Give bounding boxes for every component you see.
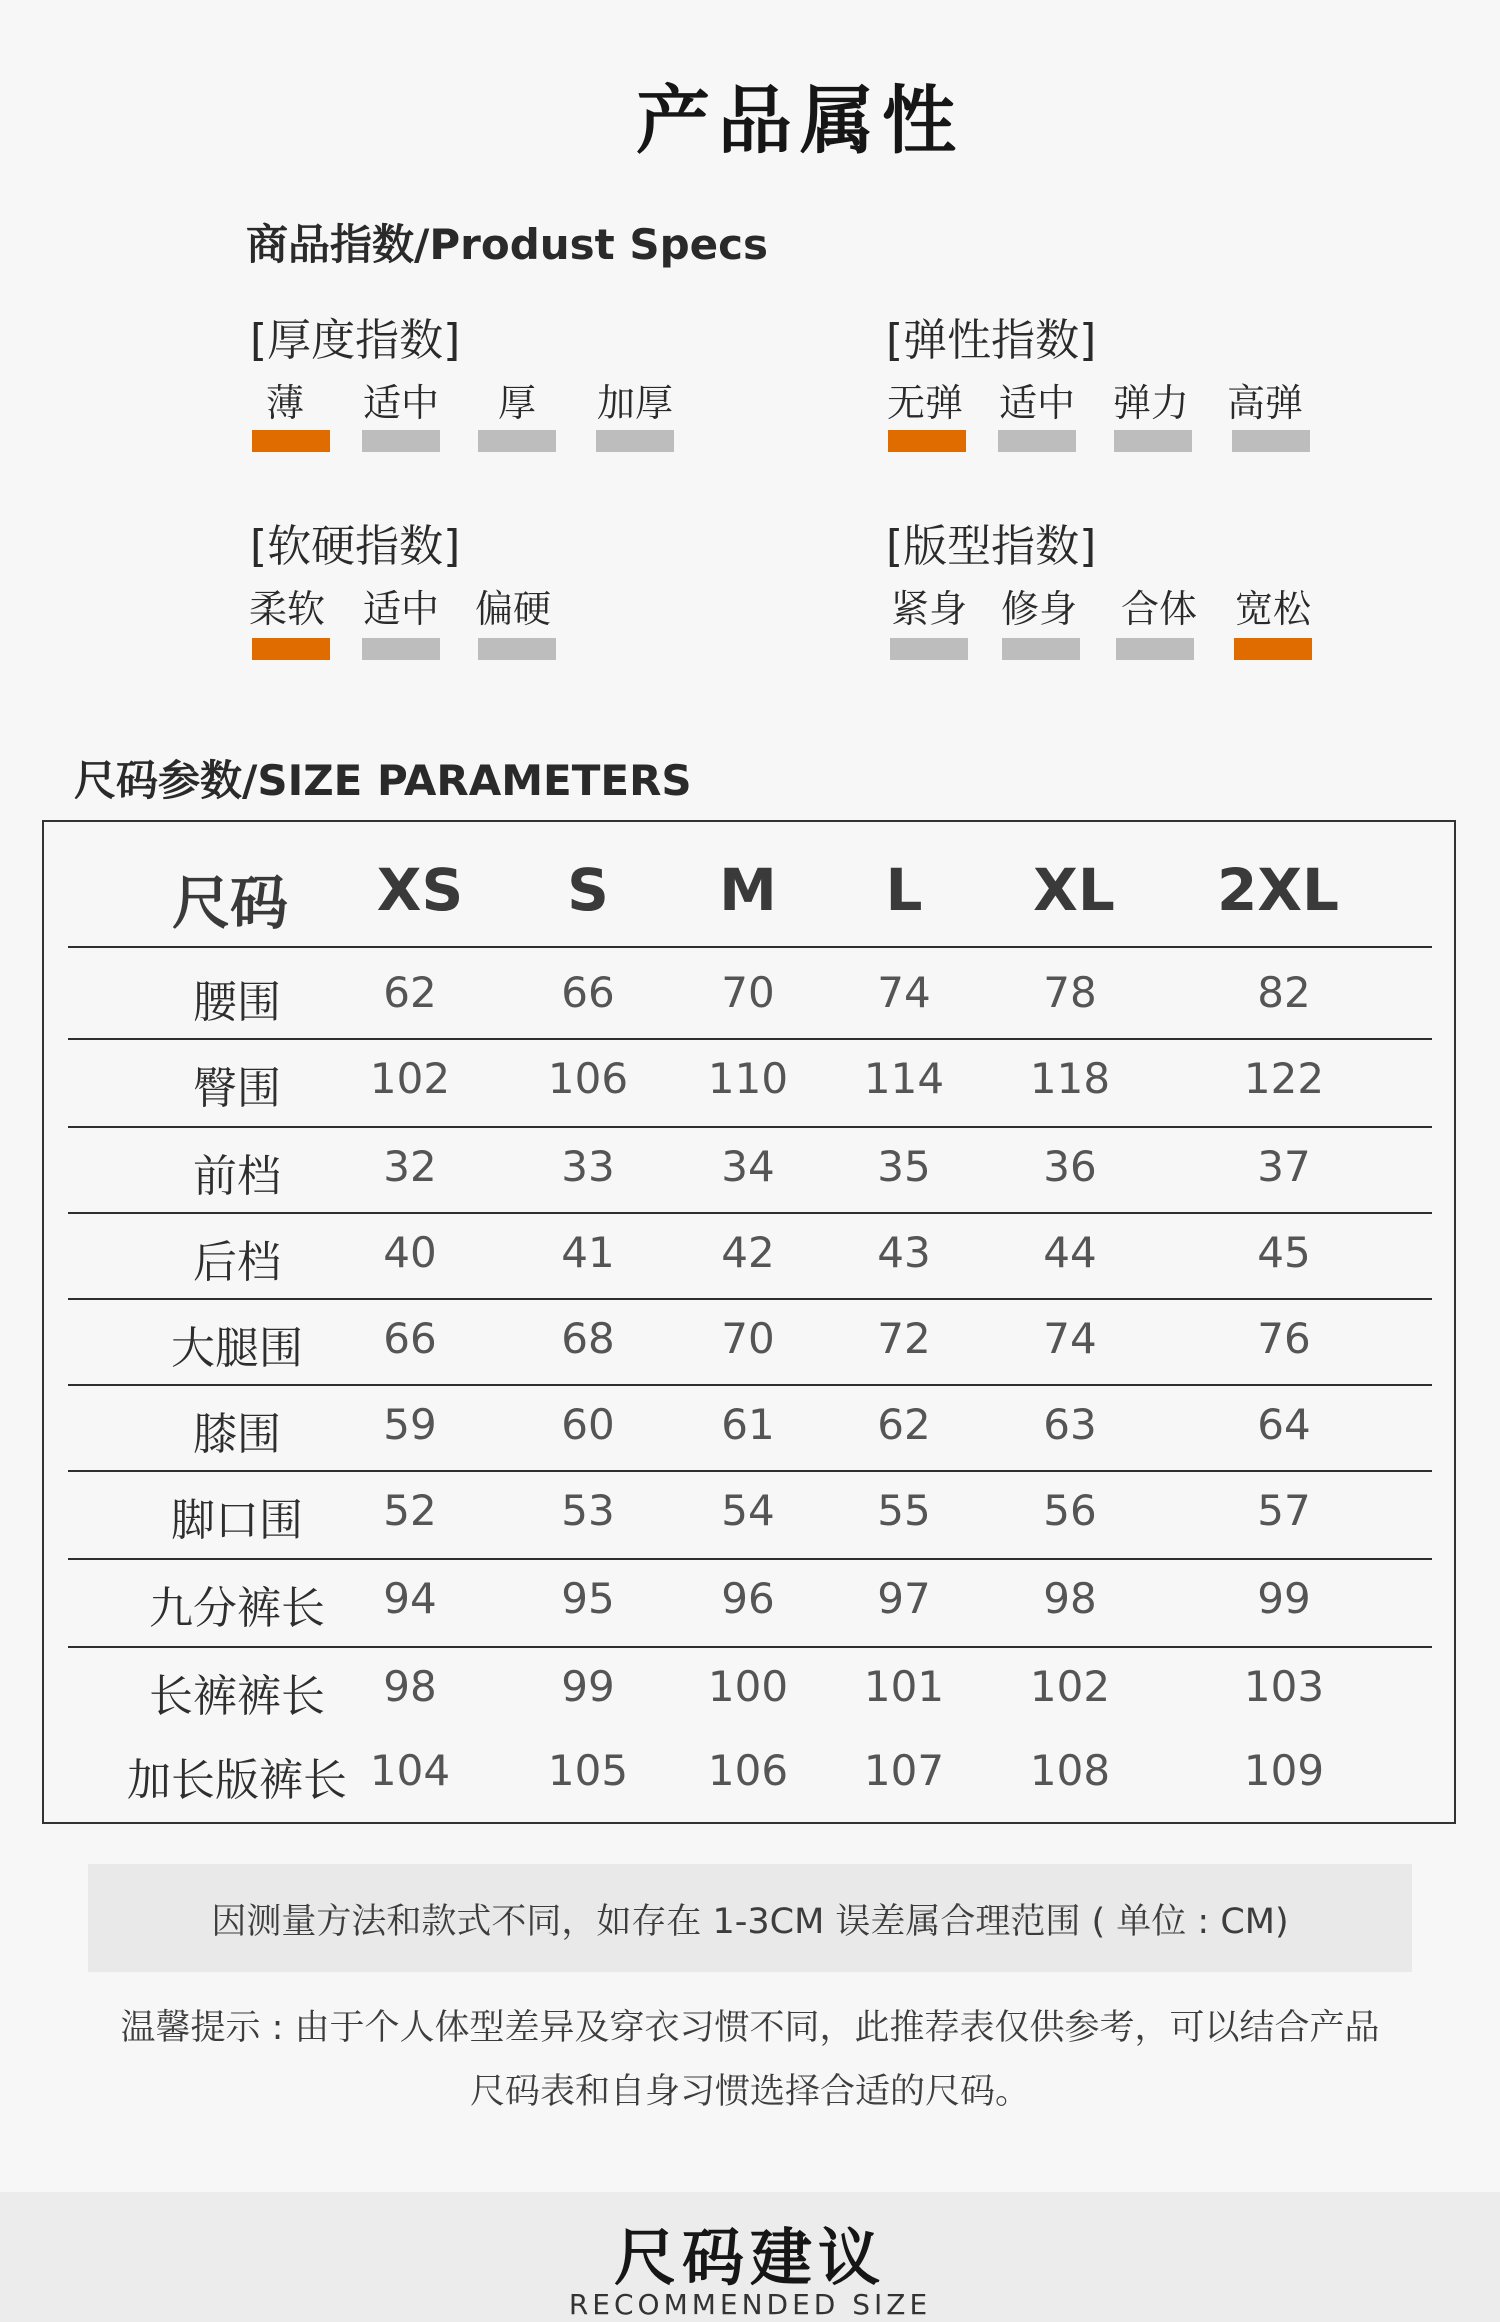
size-cell: 82 <box>1257 968 1311 1017</box>
footer-subtitle: RECOMMENDED SIZE <box>568 2288 932 2321</box>
tip-line-2: 尺码表和自身习惯选择合适的尺码。 <box>469 2072 1030 2112</box>
spec-indicator-bar-selected <box>252 430 330 452</box>
size-row-label: 膝围 <box>193 1409 281 1460</box>
spec-indicator-bar <box>478 638 556 660</box>
size-cell: 78 <box>1043 968 1097 1017</box>
size-cell: 62 <box>383 968 437 1017</box>
size-cell: 76 <box>1257 1314 1311 1363</box>
spec-indicator-bar <box>1114 430 1192 452</box>
size-row-label: 大腿围 <box>171 1323 303 1374</box>
spec-indicator-bar <box>596 430 674 452</box>
size-cell: 56 <box>1043 1486 1097 1535</box>
table-divider <box>68 1384 1432 1386</box>
size-cell: 43 <box>877 1228 931 1277</box>
size-cell: 74 <box>1043 1314 1097 1363</box>
size-row-label: 脚口围 <box>171 1495 303 1546</box>
size-cell: 105 <box>547 1746 629 1795</box>
size-cell: 99 <box>561 1662 615 1711</box>
spec-indicator-bar-selected <box>1234 638 1312 660</box>
table-divider <box>68 1470 1432 1472</box>
size-cell: 66 <box>561 968 615 1017</box>
size-cell: 45 <box>1257 1228 1311 1277</box>
size-cell: 57 <box>1257 1486 1311 1535</box>
size-cell: 97 <box>877 1574 931 1623</box>
size-cell: 35 <box>877 1142 931 1191</box>
spec-group-title: [弹性指数] <box>886 315 1097 366</box>
size-cell: 33 <box>561 1142 615 1191</box>
size-cell: 70 <box>721 968 775 1017</box>
size-cell: 122 <box>1243 1054 1325 1103</box>
size-column-header: XS <box>376 856 464 924</box>
size-row-label: 加长版裤长 <box>127 1755 347 1806</box>
table-divider <box>68 1298 1432 1300</box>
size-cell: 103 <box>1243 1662 1325 1711</box>
spec-group-title: [软硬指数] <box>250 521 461 572</box>
size-cell: 109 <box>1243 1746 1325 1795</box>
spec-option-label: 适中 <box>362 381 439 425</box>
specs-section-title: 商品指数/Produst Specs <box>246 220 769 269</box>
footer-title: 尺码建议 <box>613 2221 886 2294</box>
size-cell: 108 <box>1029 1746 1111 1795</box>
size-cell: 98 <box>1043 1574 1097 1623</box>
size-row-label: 臀围 <box>193 1063 281 1114</box>
size-cell: 101 <box>863 1662 945 1711</box>
page-title: 产品属性 <box>636 78 964 164</box>
size-cell: 74 <box>877 968 931 1017</box>
size-cell: 96 <box>721 1574 775 1623</box>
size-row-label: 前档 <box>193 1151 281 1202</box>
spec-option-label: 高弹 <box>1226 381 1303 425</box>
table-divider <box>68 1126 1432 1128</box>
size-cell: 44 <box>1043 1228 1097 1277</box>
spec-indicator-bar <box>362 638 440 660</box>
table-divider <box>68 1038 1432 1040</box>
size-cell: 40 <box>383 1228 437 1277</box>
size-cell: 106 <box>707 1746 789 1795</box>
size-cell: 61 <box>721 1400 775 1449</box>
size-cell: 110 <box>707 1054 789 1103</box>
spec-option-label: 修身 <box>1000 587 1077 631</box>
size-column-header: XL <box>1033 856 1115 924</box>
size-cell: 70 <box>721 1314 775 1363</box>
size-cell: 100 <box>707 1662 789 1711</box>
size-row-label: 后档 <box>193 1237 281 1288</box>
size-cell: 62 <box>877 1400 931 1449</box>
size-cell: 95 <box>561 1574 615 1623</box>
size-column-header: L <box>885 856 923 924</box>
size-cell: 102 <box>1029 1662 1111 1711</box>
size-cell: 42 <box>721 1228 775 1277</box>
size-cell: 102 <box>369 1054 451 1103</box>
size-cell: 37 <box>1257 1142 1311 1191</box>
spec-option-label: 宽松 <box>1234 587 1311 631</box>
measurement-note: 因测量方法和款式不同，如存在 1-3CM 误差属合理范围 ( 单位 : CM) <box>211 1902 1289 1942</box>
spec-option-label: 偏硬 <box>474 587 551 631</box>
spec-group-title: [厚度指数] <box>250 315 461 366</box>
size-cell: 52 <box>383 1486 437 1535</box>
size-row-label: 九分裤长 <box>149 1583 325 1634</box>
table-divider <box>68 1212 1432 1214</box>
size-cell: 107 <box>863 1746 945 1795</box>
spec-option-label: 无弹 <box>886 381 963 425</box>
size-cell: 53 <box>561 1486 615 1535</box>
table-divider <box>68 946 1432 948</box>
tip-line-1: 温馨提示 : 由于个人体型差异及穿衣习惯不同，此推荐表仅供参考，可以结合产品 <box>120 2008 1380 2048</box>
size-cell: 36 <box>1043 1142 1097 1191</box>
spec-group-title: [版型指数] <box>886 521 1097 572</box>
size-row-label: 腰围 <box>193 977 281 1028</box>
size-cell: 98 <box>383 1662 437 1711</box>
size-cell: 94 <box>383 1574 437 1623</box>
size-column-header: M <box>719 856 777 924</box>
spec-option-label: 弹力 <box>1112 381 1189 425</box>
spec-option-label: 厚 <box>497 381 536 425</box>
size-cell: 106 <box>547 1054 629 1103</box>
spec-option-label: 柔软 <box>248 587 325 631</box>
size-cell: 59 <box>383 1400 437 1449</box>
size-cell: 118 <box>1029 1054 1111 1103</box>
spec-indicator-bar <box>478 430 556 452</box>
size-column-header: 2XL <box>1216 856 1340 924</box>
spec-option-label: 合体 <box>1120 587 1197 631</box>
spec-indicator-bar <box>890 638 968 660</box>
size-cell: 32 <box>383 1142 437 1191</box>
spec-option-label: 适中 <box>998 381 1075 425</box>
size-cell: 64 <box>1257 1400 1311 1449</box>
spec-option-label: 适中 <box>362 587 439 631</box>
size-cell: 34 <box>721 1142 775 1191</box>
spec-indicator-bar <box>1116 638 1194 660</box>
size-row-label: 长裤裤长 <box>149 1671 325 1722</box>
size-header-label: 尺码 <box>171 869 288 937</box>
size-cell: 68 <box>561 1314 615 1363</box>
size-column-header: S <box>567 856 609 924</box>
spec-indicator-bar <box>998 430 1076 452</box>
table-divider <box>68 1646 1432 1648</box>
table-divider <box>68 1558 1432 1560</box>
size-cell: 114 <box>863 1054 945 1103</box>
spec-option-label: 薄 <box>265 381 304 425</box>
size-section-title: 尺码参数/SIZE PARAMETERS <box>74 756 692 805</box>
spec-indicator-bar-selected <box>888 430 966 452</box>
spec-indicator-bar <box>362 430 440 452</box>
size-cell: 72 <box>877 1314 931 1363</box>
size-cell: 63 <box>1043 1400 1097 1449</box>
size-cell: 99 <box>1257 1574 1311 1623</box>
spec-indicator-bar-selected <box>252 638 330 660</box>
spec-option-label: 紧身 <box>890 587 967 631</box>
size-cell: 54 <box>721 1486 775 1535</box>
size-cell: 55 <box>877 1486 931 1535</box>
spec-indicator-bar <box>1002 638 1080 660</box>
size-cell: 104 <box>369 1746 451 1795</box>
size-cell: 66 <box>383 1314 437 1363</box>
size-cell: 41 <box>561 1228 615 1277</box>
size-cell: 60 <box>561 1400 615 1449</box>
spec-option-label: 加厚 <box>596 381 673 425</box>
spec-indicator-bar <box>1232 430 1310 452</box>
